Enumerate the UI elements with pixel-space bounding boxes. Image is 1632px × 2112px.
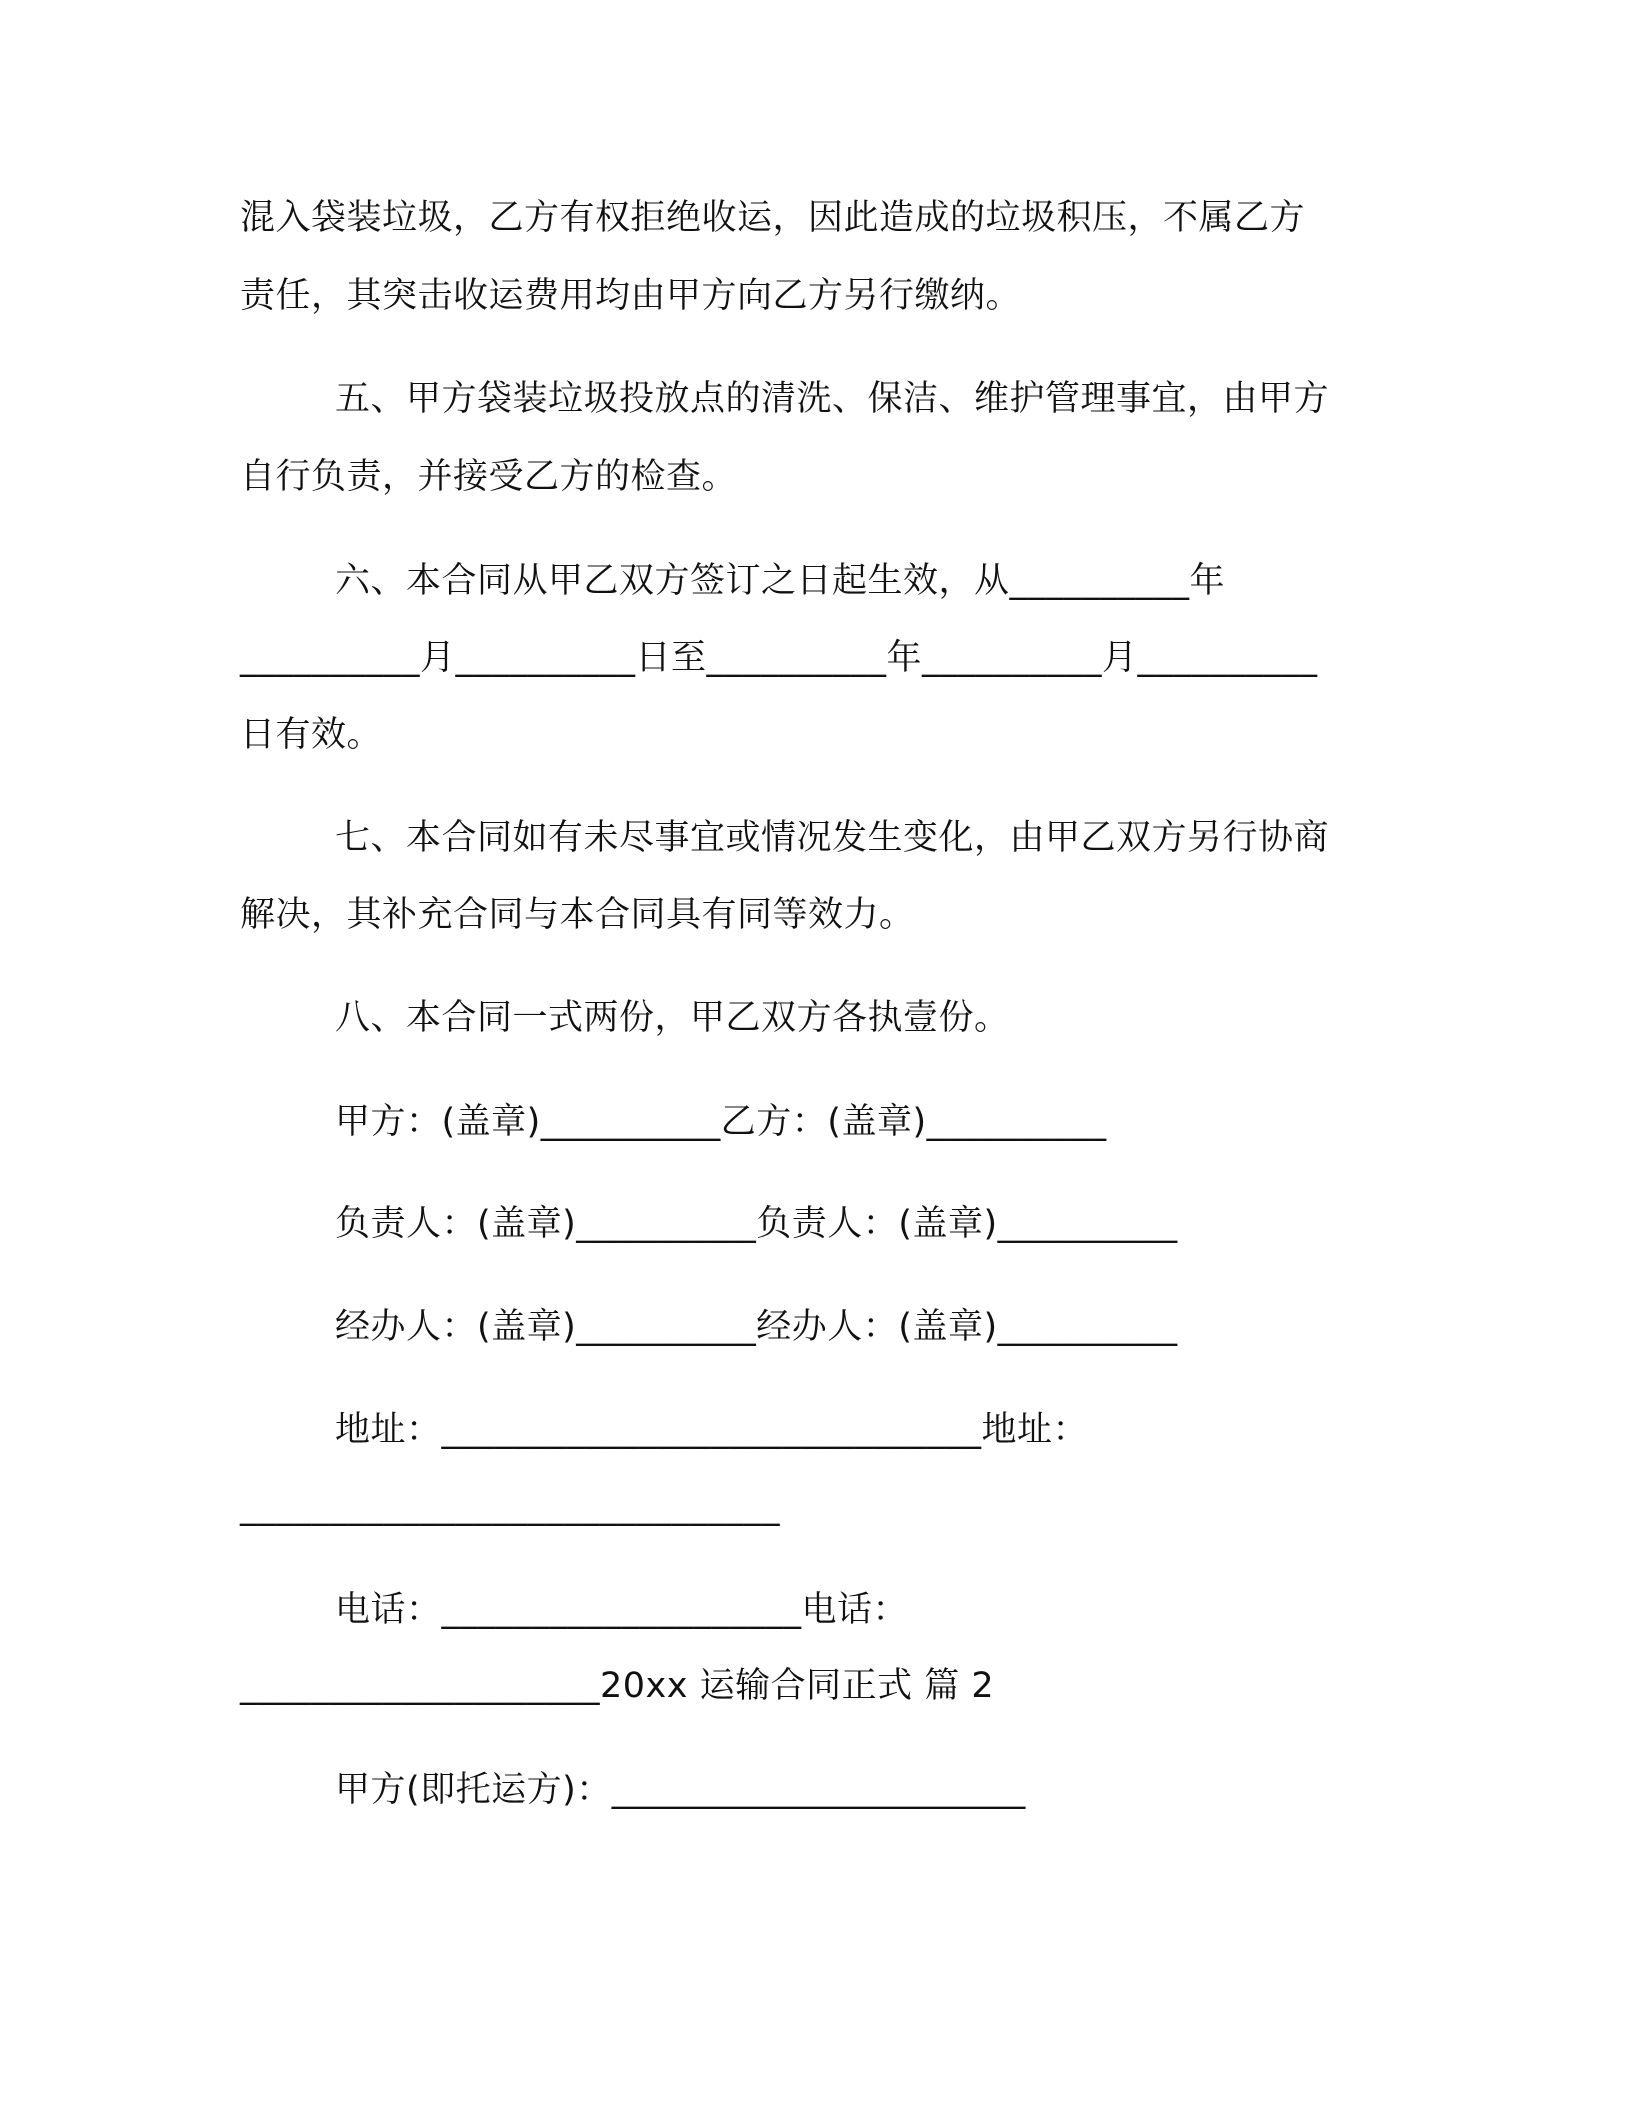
- clause-6-line: 六、本合同从甲乙双方签订之日起生效，从__________年: [335, 561, 1226, 601]
- address-blank-line: ______________________________: [240, 1487, 780, 1527]
- clause-8-line: 八、本合同一式两份，甲乙双方各执壹份。: [335, 998, 1010, 1038]
- phone-line: 电话：____________________电话：: [335, 1590, 909, 1630]
- date-blanks-line: __________月__________日至__________年__________月__________: [240, 638, 1318, 678]
- body-text-line: 混入袋装垃圾，乙方有权拒绝收运，因此造成的垃圾积压，不属乙方: [240, 198, 1306, 238]
- body-text-line: 责任，其突击收运费用均由甲方向乙方另行缴纳。: [240, 276, 1022, 316]
- clause-5-line: 五、甲方袋装垃圾投放点的清洗、保洁、维护管理事宜，由甲方: [335, 379, 1330, 419]
- signature-agent-line: 经办人：(盖章)__________经办人：(盖章)__________: [335, 1307, 1178, 1347]
- body-text-line: 日有效。: [240, 715, 383, 755]
- address-line: 地址：______________________________地址：: [335, 1410, 1089, 1450]
- signature-responsible-line: 负责人：(盖章)__________负责人：(盖章)__________: [335, 1204, 1178, 1244]
- party-a-line: 甲方(即托运方)：_______________________: [335, 1770, 1026, 1810]
- body-text-line: 解决，其补充合同与本合同具有同等效力。: [240, 895, 915, 935]
- phone-blank-and-section-title: ____________________20xx 运输合同正式 篇 2: [240, 1666, 995, 1706]
- signature-party-line: 甲方：(盖章)__________乙方：(盖章)__________: [335, 1102, 1107, 1142]
- body-text-line: 自行负责，并接受乙方的检查。: [240, 457, 738, 497]
- clause-7-line: 七、本合同如有未尽事宜或情况发生变化，由甲乙双方另行协商: [335, 818, 1330, 858]
